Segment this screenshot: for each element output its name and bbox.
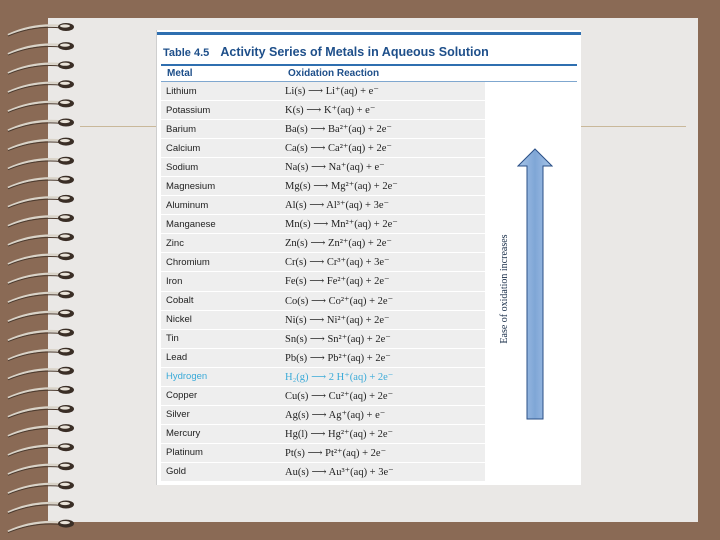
table-title-text: Activity Series of Metals in Aqueous Solution — [220, 45, 489, 59]
metal-name: Chromium — [166, 256, 210, 268]
metal-name: Iron — [166, 275, 183, 287]
binding-coil-icon — [8, 329, 74, 342]
binding-coil-icon — [8, 233, 74, 246]
table-row — [161, 349, 485, 368]
binding-coil-icon — [8, 99, 74, 112]
oxidation-reaction: K(s) ⟶ K⁺(aq) + e⁻ — [285, 105, 376, 117]
binding-coil-icon — [8, 386, 74, 399]
table-row — [161, 311, 485, 330]
metal-name: Lithium — [166, 85, 197, 97]
table-row — [161, 120, 485, 139]
table-body — [161, 82, 485, 482]
metal-name: Sodium — [166, 161, 199, 173]
binding-coil-icon — [8, 481, 74, 494]
metal-name: Hydrogen — [166, 371, 208, 383]
binding-coil-icon — [8, 501, 74, 514]
table-row — [161, 234, 485, 253]
oxidation-reaction: Cu(s) ⟶ Cu²⁺(aq) + 2e⁻ — [285, 390, 394, 402]
binding-coil-icon — [8, 424, 74, 437]
metal-name: Zinc — [166, 237, 184, 249]
binding-coil-icon — [8, 271, 74, 284]
binding-coil-icon — [8, 462, 74, 475]
binding-coil-icon — [8, 138, 74, 151]
oxidation-reaction: Na(s) ⟶ Na⁺(aq) + e⁻ — [285, 162, 385, 174]
oxidation-reaction: H₂(g) ⟶ 2 H⁺(aq) + 2e⁻ — [285, 371, 394, 383]
table-number: Table 4.5 — [163, 47, 210, 59]
binding-coil-icon — [8, 80, 74, 93]
metal-name: Silver — [166, 409, 190, 421]
table-row — [161, 463, 485, 482]
table-row — [161, 139, 485, 158]
oxidation-reaction: Fe(s) ⟶ Fe²⁺(aq) + 2e⁻ — [285, 276, 390, 288]
binding-coil-icon — [8, 252, 74, 265]
oxidation-reaction: Cr(s) ⟶ Cr³⁺(aq) + 3e⁻ — [285, 257, 390, 269]
metal-name: Barium — [166, 123, 197, 135]
oxidation-reaction: Ni(s) ⟶ Ni²⁺(aq) + 2e⁻ — [285, 314, 390, 326]
column-header-reaction: Oxidation Reaction — [288, 68, 380, 79]
binding-coil-icon — [8, 176, 74, 189]
binding-coil-icon — [8, 42, 74, 55]
metal-name: Aluminum — [166, 199, 209, 211]
table-sheet — [156, 30, 581, 485]
oxidation-reaction: Mn(s) ⟶ Mn²⁺(aq) + 2e⁻ — [285, 219, 398, 231]
oxidation-reaction: Zn(s) ⟶ Zn²⁺(aq) + 2e⁻ — [285, 238, 392, 250]
arrow-label: Ease of oxidation increases — [499, 234, 510, 344]
header-rule — [161, 64, 577, 66]
metal-name: Lead — [166, 352, 188, 364]
metal-name: Copper — [166, 390, 198, 402]
binding-coil-icon — [8, 157, 74, 170]
metal-name: Platinum — [166, 447, 203, 459]
binding-coil-icon — [8, 520, 74, 533]
metal-name: Mercury — [166, 428, 201, 440]
table-title — [163, 45, 573, 60]
table-row — [161, 330, 485, 349]
table-row — [161, 425, 485, 444]
metal-name: Manganese — [166, 218, 216, 230]
metal-name: Gold — [166, 466, 187, 478]
binding-coil-icon — [8, 119, 74, 132]
binding-coil-icon — [8, 23, 74, 36]
oxidation-reaction: Pt(s) ⟶ Pt²⁺(aq) + 2e⁻ — [285, 447, 387, 459]
table-row — [161, 177, 485, 196]
binding-coil-icon — [8, 405, 74, 418]
oxidation-reaction: Al(s) ⟶ Al³⁺(aq) + 3e⁻ — [285, 200, 390, 212]
oxidation-reaction: Ag(s) ⟶ Ag⁺(aq) + e⁻ — [285, 409, 386, 421]
oxidation-reaction: Pb(s) ⟶ Pb²⁺(aq) + 2e⁻ — [285, 352, 391, 364]
oxidation-reaction: Sn(s) ⟶ Sn²⁺(aq) + 2e⁻ — [285, 333, 391, 345]
binding-coil-icon — [8, 443, 74, 456]
table-row — [161, 253, 485, 272]
table-row — [161, 368, 485, 387]
binding-coil-icon — [8, 61, 74, 74]
binding-coil-icon — [8, 290, 74, 303]
metal-name: Nickel — [166, 314, 192, 326]
binding-coil-icon — [8, 214, 74, 227]
oxidation-reaction: Au(s) ⟶ Au³⁺(aq) + 3e⁻ — [285, 466, 394, 478]
table-row — [161, 196, 485, 215]
table-row — [161, 101, 485, 120]
binding-coil-icon — [8, 310, 74, 323]
oxidation-reaction: Ca(s) ⟶ Ca²⁺(aq) + 2e⁻ — [285, 143, 392, 155]
table-row — [161, 158, 485, 177]
spiral-binding — [0, 0, 96, 540]
oxidation-reaction: Mg(s) ⟶ Mg²⁺(aq) + 2e⁻ — [285, 181, 398, 193]
metal-name: Cobalt — [166, 295, 194, 307]
top-rule — [157, 32, 581, 35]
table-row — [161, 215, 485, 234]
table-row — [161, 406, 485, 425]
table-row — [161, 387, 485, 406]
table-row — [161, 272, 485, 291]
binding-coil-icon — [8, 348, 74, 361]
metal-name: Tin — [166, 333, 179, 345]
oxidation-reaction: Ba(s) ⟶ Ba²⁺(aq) + 2e⁻ — [285, 124, 392, 136]
table-row — [161, 444, 485, 463]
column-header-metal: Metal — [167, 68, 193, 79]
binding-coil-icon — [8, 195, 74, 208]
metal-name: Magnesium — [166, 180, 216, 192]
oxidation-reaction: Li(s) ⟶ Li⁺(aq) + e⁻ — [285, 86, 379, 98]
binding-coil-icon — [8, 367, 74, 380]
metal-name: Potassium — [166, 104, 211, 116]
table-row — [161, 292, 485, 311]
oxidation-reaction: Co(s) ⟶ Co²⁺(aq) + 2e⁻ — [285, 295, 394, 307]
metal-name: Calcium — [166, 142, 201, 154]
increase-arrow-icon — [517, 148, 553, 420]
table-row — [161, 82, 485, 101]
oxidation-reaction: Hg(l) ⟶ Hg²⁺(aq) + 2e⁻ — [285, 428, 394, 440]
